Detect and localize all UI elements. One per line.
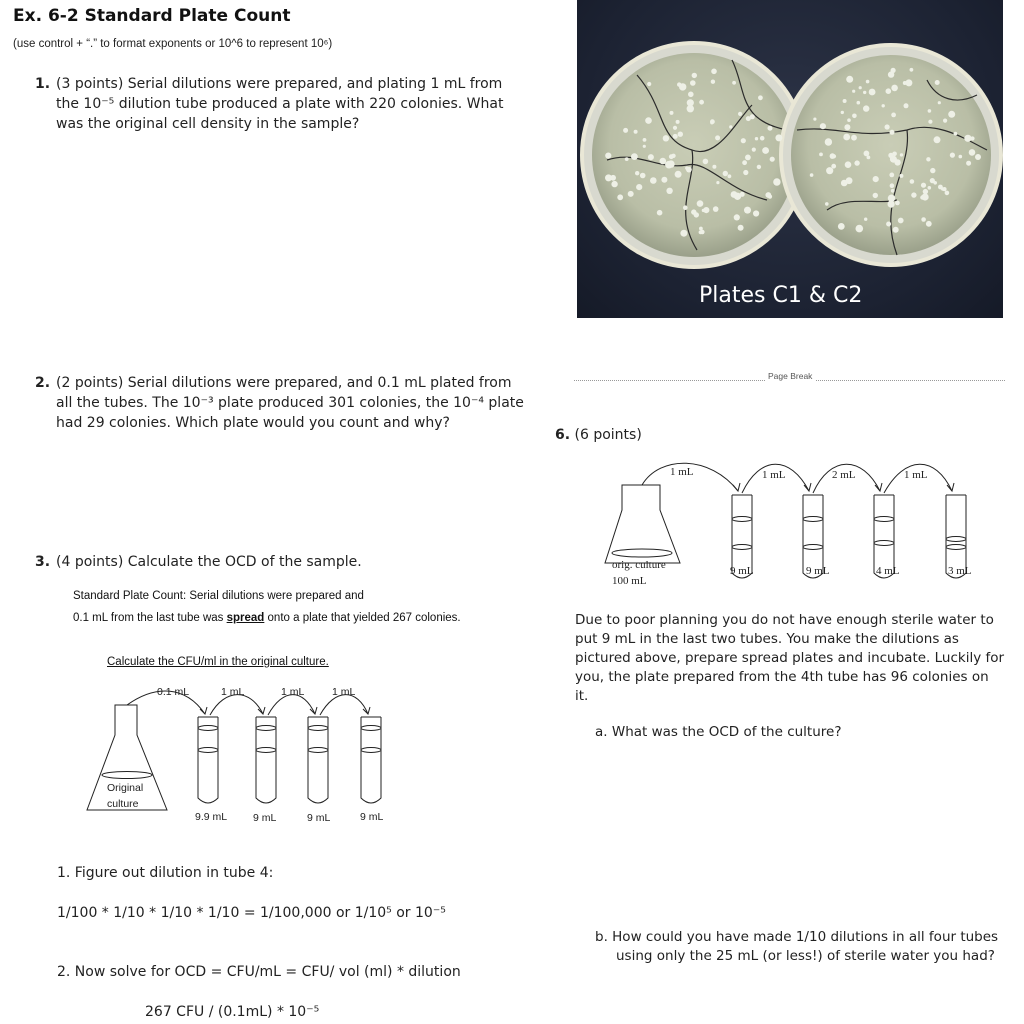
colony [975,154,981,160]
q3-transfer-label-3: 1 mL [281,686,305,698]
step-1-calculation: 1/100 * 1/10 * 1/10 * 1/10 = 1/100,000 or 1/10⁵ or 10⁻⁵ [57,905,446,921]
colony [679,83,686,90]
colony [625,157,629,161]
colony [750,114,755,119]
colony [921,217,926,222]
question-1-number: 1. [35,76,51,92]
colony [663,135,669,141]
q6-transfer-label-3: 2 mL [832,469,856,481]
colony [867,156,871,160]
colony [948,111,955,118]
question-2-text: (2 points) Serial dilutions were prepared, and 0.1 mL plated from all the tubes. The 10⁻³ plate produced 301 colonies, the 10⁻⁴ plate had 29 colonies. Which plate would you count and why? [56,375,524,431]
page-break-label: Page Break [765,371,815,381]
colony [687,99,694,106]
colony [738,112,742,116]
colony [926,221,932,227]
colony [831,164,836,169]
colony [825,202,829,206]
colony [934,136,941,143]
colony [710,119,715,124]
colony [643,145,646,148]
step-2: 2. Now solve for OCD = CFU/mL = CFU/ vol (ml) * dilution [57,964,461,980]
colony [847,118,851,122]
colony [886,88,892,94]
colony [890,130,895,135]
q3-tube-1 [198,717,218,803]
colony [920,195,924,199]
colony [857,101,861,105]
question-3-text: (4 points) Calculate the OCD of the sample. [56,554,362,570]
question-6-part-a: a. What was the OCD of the culture? [595,724,842,740]
colony [928,186,932,190]
colony [969,149,976,156]
colony [660,158,667,165]
q3-transfer-label-1: 0.1 mL [157,686,190,698]
q6-flask-label-line2: 100 mL [612,575,647,587]
colony [773,178,780,185]
spc-line-2 [73,612,461,624]
colony [670,111,674,115]
page-title: Ex. 6-2 Standard Plate Count [13,6,291,26]
colony [895,201,900,206]
q3-tube-3 [308,717,328,803]
colony [757,165,761,169]
q3-flask [87,705,167,810]
q6-flask-label-line1: orig. culture [612,559,666,571]
colony [921,183,926,188]
colony [891,85,898,92]
colony [852,90,855,93]
colony [742,160,747,165]
colony [691,209,696,214]
colony [770,157,775,162]
colony [765,149,769,153]
colony [647,82,651,86]
colony [843,99,847,103]
colony [666,188,672,194]
colony [752,148,756,152]
colony [745,155,751,161]
colony [697,200,704,207]
colony [910,68,914,72]
question-6-points: (6 points) [574,427,642,443]
question-1-text: (3 points) Serial dilutions were prepared, and plating 1 mL from the 10⁻⁵ dilution tube produced a plate with 220 colonies. What was the original cell density in the sample? [56,76,504,132]
colony [667,160,674,167]
colony [623,128,628,133]
colony [966,161,971,166]
colony [898,218,904,224]
colony [863,91,866,94]
colony [744,207,751,214]
q6-tube-label-4: 3 mL [948,565,972,577]
question-2 [35,373,525,433]
colony [676,120,680,124]
colony [703,159,709,165]
colony [715,135,720,140]
colony [692,73,697,78]
q3-flask-label-line2: culture [107,798,139,810]
colony [631,153,638,160]
colony [926,157,930,161]
q3-tube-label-3: 9 mL [307,812,331,824]
colony [891,189,895,193]
colony [643,138,647,142]
colony [678,132,683,137]
step-2-calculation: 267 CFU / (0.1mL) * 10⁻⁵ [145,1004,320,1020]
colony [905,79,912,86]
question-6-paragraph: Due to poor planning you do not have enough sterile water to put 9 mL in the last two tubes. You make the dilutions as pictured above, prepare spread plates and incubate. Luckily for you, the plate prepared from the 4th tube has 96 colonies on it. [575,612,1005,704]
colony [841,111,844,114]
colony [954,132,958,136]
colony [716,181,719,184]
colony [933,181,937,185]
colony [900,153,903,156]
colony [753,210,759,216]
colony [734,214,740,220]
colony [680,230,687,237]
colony [852,114,857,119]
colony [846,76,853,83]
question-6-header [555,425,642,445]
photo-caption: Plates C1 & C2 [699,283,863,308]
colony [755,137,758,140]
colony [938,101,941,104]
q6-flask-liquid [612,549,672,557]
colony [700,230,705,235]
colony [690,80,696,86]
colony [893,227,899,233]
colony [888,201,895,208]
colony [894,159,900,165]
q6-tube-label-3: 4 mL [876,565,900,577]
colony [935,80,940,85]
colony [741,138,746,143]
colony [699,100,704,105]
colony [628,191,634,197]
colony [854,160,859,165]
colony [712,165,716,169]
colony [711,69,717,75]
colony [685,166,688,169]
colony [959,155,963,159]
colony [673,134,678,139]
colony [645,117,652,124]
q3-transfer-label-4: 1 mL [332,686,356,698]
colony [891,113,896,118]
colony [841,180,848,187]
colony [732,81,736,85]
colony [885,124,890,129]
colony [830,153,836,159]
colony [882,104,885,107]
colony [899,174,903,178]
colony [826,167,833,174]
question-3 [35,552,535,572]
q6-tube-label-1: 9 mL [730,565,754,577]
petri-dishes-image [577,0,1003,318]
question-3-number: 3. [35,554,51,570]
colony [838,223,845,230]
colony [945,191,950,196]
q3-tube-label-4: 9 mL [360,811,384,823]
colony [617,194,623,200]
q3-tube-label-2: 9 mL [253,812,277,824]
colony [886,222,891,227]
colony [859,86,862,89]
colony [890,183,895,188]
colony [904,103,909,108]
colony [775,134,782,141]
q6-tube-label-2: 9 mL [806,565,830,577]
colony [864,151,870,157]
colony [648,154,654,160]
petri-plates-photo [577,0,1003,318]
colony [873,176,879,182]
colony [758,95,763,100]
q3-tube-4 [361,717,381,803]
colony [702,209,705,212]
question-6-part-b: b. How could you have made 1/10 dilutions in all four tubes using only the 25 mL (or less!) of sterile water you had? [595,929,999,964]
colony [683,205,688,210]
colony [636,184,642,190]
colony [928,120,932,124]
colony [928,109,932,113]
colony [723,171,728,176]
colony [863,105,869,111]
colony [640,173,646,179]
colony [605,174,612,181]
colony [892,152,897,157]
colony [873,193,878,198]
calc-heading: Calculate the CFU/ml in the original culture. [107,656,329,668]
colony [810,173,814,177]
colony [819,153,823,157]
colony [669,154,674,159]
colony [728,174,732,178]
colony [910,179,915,184]
colony [768,195,772,199]
q6-transfer-label-4: 1 mL [904,469,928,481]
colony [760,136,765,141]
colony [813,118,816,121]
colony [768,126,773,131]
colony [970,136,974,140]
colony [950,153,955,158]
q3-transfer-label-2: 1 mL [221,686,245,698]
colony [740,192,745,197]
colony [661,177,667,183]
colony [888,71,894,77]
q3-flask-label-line1: Original [107,782,144,794]
q6-transfer-label-1: 1 mL [670,466,694,478]
colony [743,170,748,175]
colony [825,138,832,145]
colony [843,134,850,141]
step-1: 1. Figure out dilution in tube 4: [57,865,274,881]
spc-line-2-post: onto a plate that yielded 267 colonies. [264,612,461,624]
colony [889,173,894,178]
formatting-hint: (use control + “.” to format exponents or 10^6 to represent 10⁶) [13,38,333,50]
colony [635,171,639,175]
colony [864,218,867,221]
colony [650,177,657,184]
colony [731,191,738,198]
colony [675,171,682,178]
spc-line-1: Standard Plate Count: Serial dilutions were prepared and [73,590,364,602]
spc-line-2-pre: 0.1 mL from the last tube was [73,612,227,624]
question-3-dilution-diagram [85,680,405,830]
colony [634,130,638,134]
colony [657,210,663,216]
colony [688,92,694,98]
colony [941,187,944,190]
colony [943,119,947,123]
question-1 [35,74,525,134]
colony [923,189,928,194]
q6-transfer-label-2: 1 mL [762,469,786,481]
spc-line-2-bold: spread [226,612,265,624]
colony [711,80,715,84]
colony [869,89,876,96]
q3-tube-2 [256,717,276,803]
colony [611,181,617,187]
colony [605,153,611,159]
q3-tube-label-1: 9.9 mL [195,811,228,823]
colony [820,123,826,129]
question-6-number: 6. [555,427,571,443]
colony [930,168,935,173]
colony [851,135,857,141]
question-2-number: 2. [35,375,51,391]
colony [845,161,852,168]
colony [713,206,719,212]
colony [856,225,864,233]
colony [729,125,732,128]
colony [738,225,744,231]
colony [673,126,677,130]
colony [866,80,870,84]
colony [844,124,850,130]
colony [911,192,916,197]
question-6-dilution-diagram [600,455,990,595]
q3-flask-liquid [102,772,152,779]
